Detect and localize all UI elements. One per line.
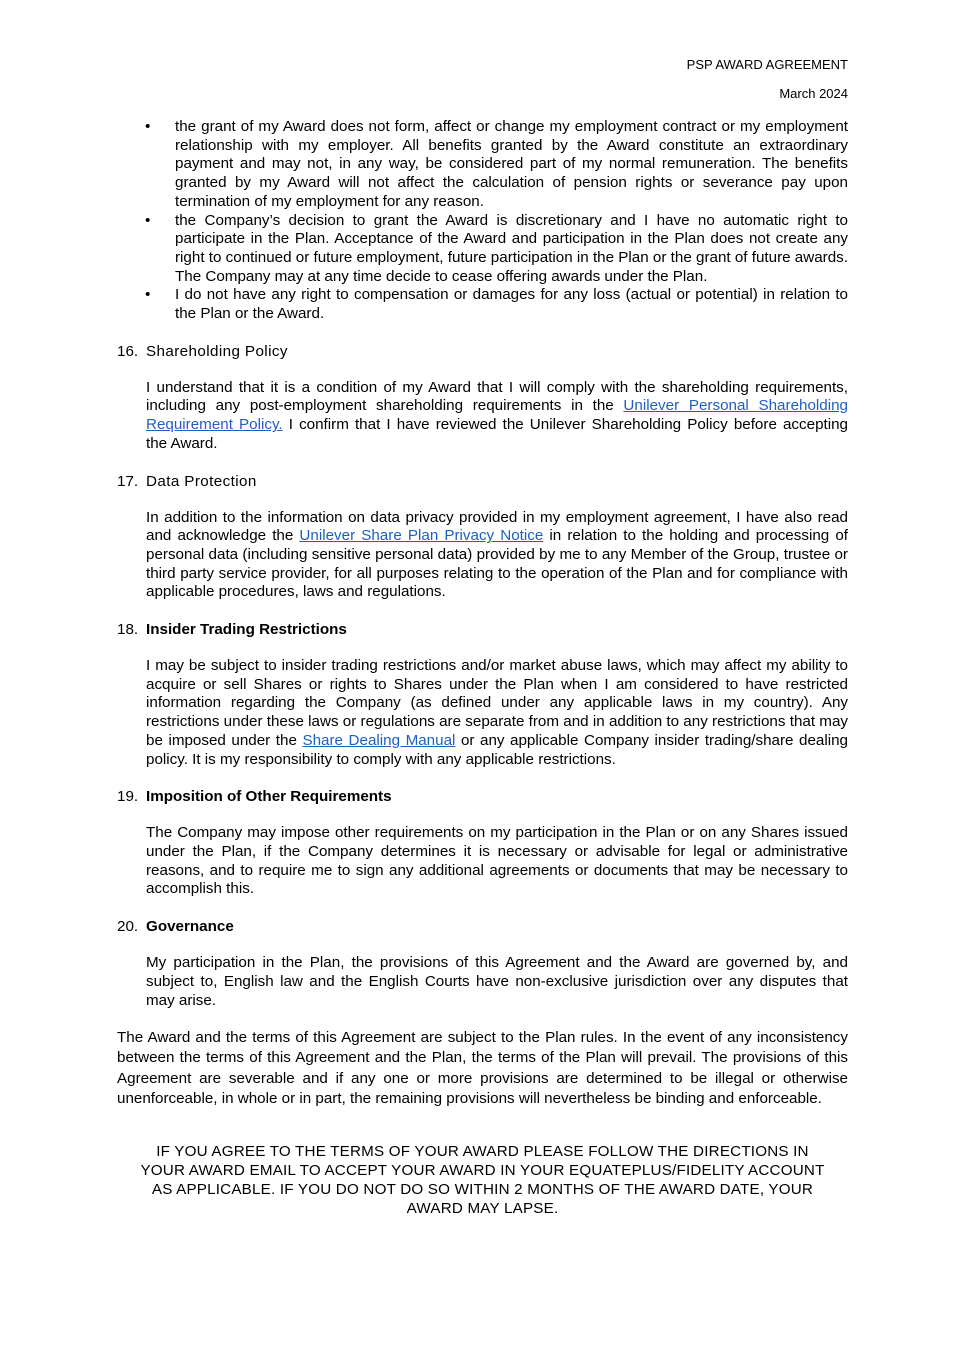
section-title: Shareholding Policy: [146, 342, 288, 360]
bullet-list: [117, 118, 848, 324]
section-heading: [117, 620, 848, 639]
section-heading: [117, 342, 848, 361]
share-dealing-manual-link[interactable]: Share Dealing Manual: [302, 731, 456, 749]
bullet-icon: •: [145, 118, 151, 135]
document-date: March 2024: [779, 86, 848, 101]
list-item-text: I do not have any right to compensation or damages for any loss (actual or potential) in relation to the Plan or the Award.: [175, 286, 848, 323]
bullet-icon: •: [145, 286, 151, 304]
section-other-requirements: [117, 787, 848, 899]
section-governance: [117, 917, 848, 1010]
section-text-part: In addition to the information on data privacy provided in my employment agreement, I have also read and acknowledge the: [146, 508, 848, 545]
list-item-text: the grant of my Award does not form, affect or change my employment contract or my employment relationship with my employer. All benefits granted by the Award constitute an extraordinary payment and may not, in any way, be considered part of my normal remuneration. The benefits granted by my Award will not affect the calculation of pension rights or severance pay upon termination of my employment for any reason.: [175, 118, 848, 210]
section-text-part: I understand that it is a condition of my Award that I will comply with the shareholding requirements, including any post-employment shareholding requirements in the: [146, 378, 848, 415]
section-number: 17.: [117, 472, 139, 490]
list-item-text: the Company’s decision to grant the Award is discretionary and I have no automatic right to participate in the Plan. Acceptance of the Award and participation in the Plan does not create any right to continued or future employment, future participation in the Plan or the grant of future awards. The Company may at any time decide to cease offering awards under the Plan.: [175, 211, 848, 285]
section-heading: [117, 917, 848, 936]
section-shareholding-policy: [117, 342, 848, 454]
section-text: [146, 379, 848, 454]
section-heading: [117, 472, 848, 491]
section-number: 19.: [117, 788, 139, 806]
section-text: [146, 657, 848, 769]
privacy-notice-link[interactable]: Unilever Share Plan Privacy Notice: [299, 527, 544, 545]
section-insider-trading: [117, 620, 848, 769]
section-text-part: I may be subject to insider trading restrictions and/or market abuse laws, which may affect my ability to acquire or sell Shares or rights to Shares under the Plan when I am considered to have restricted information regarding the Company (as defined under any applicable laws in my country). Any restrictions under these laws or regulations are separate from and in addition to any restrictions that may be imposed under the: [146, 657, 848, 749]
closing-paragraph: The Award and the terms of this Agreement are subject to the Plan rules. In the event of any inconsistency between the terms of this Agreement and the Plan, the terms of the Plan will prevail. The provisions of this Agreement are severable and if any one or more provisions are determined to be illegal or otherwise unenforceable, in whole or in part, the remaining provisions will nevertheless be binding and enforceable.: [117, 1029, 848, 1107]
list-item: [117, 286, 848, 323]
section-title: Imposition of Other Requirements: [146, 788, 392, 806]
bullet-icon: •: [145, 211, 151, 229]
section-data-protection: [117, 472, 848, 603]
list-item: [117, 212, 848, 287]
shareholding-policy-link[interactable]: Unilever Personal Shareholding Requirement Policy.: [146, 397, 848, 434]
section-number: 20.: [117, 918, 139, 936]
document-body: [117, 118, 848, 1218]
section-title: Insider Trading Restrictions: [146, 621, 347, 639]
list-item: [117, 118, 848, 212]
document-title: PSP AWARD AGREEMENT: [686, 57, 848, 72]
acceptance-notice: IF YOU AGREE TO THE TERMS OF YOUR AWARD PLEASE FOLLOW THE DIRECTIONS IN YOUR AWARD EMAIL TO ACCEPT YOUR AWARD IN YOUR EQUATEPLUS/FIDELITY ACCOUNT AS APPLICABLE. IF YOU DO NOT DO SO WITHIN 2 MONTHS OF THE AWARD DATE, YOUR AWARD MAY LAPSE.: [140, 1143, 825, 1218]
section-number: 18.: [117, 621, 139, 639]
section-text: The Company may impose other requirements on my participation in the Plan or on any Shares issued under the Plan, if the Company determines it is necessary or advisable for legal or administrative reasons, and to require me to sign any additional agreements or documents that may be necessary to accomplish this.: [146, 824, 848, 898]
section-text: [146, 509, 848, 603]
section-text-part: I confirm that I have reviewed the Unilever Shareholding Policy before accepting the Award.: [146, 416, 848, 452]
section-text: My participation in the Plan, the provisions of this Agreement and the Award are governed by, and subject to, English law and the English Courts have non-exclusive jurisdiction over any disputes that may arise.: [146, 954, 848, 1009]
section-text-part: or any applicable Company insider trading/share dealing policy. It is my responsibility to comply with any applicable restrictions.: [146, 731, 849, 768]
section-number: 16.: [117, 342, 139, 360]
section-text-part: in relation to the holding and processing of personal data (including sensitive personal data) provided by me to any Member of the Group, trustee or third party service provider, for all purposes relating to the operation of the Plan and for compliance with applicable procedures, laws and regulations.: [146, 527, 848, 601]
section-title: Data Protection: [146, 472, 257, 490]
section-heading: [117, 787, 848, 806]
section-title: Governance: [146, 918, 234, 936]
